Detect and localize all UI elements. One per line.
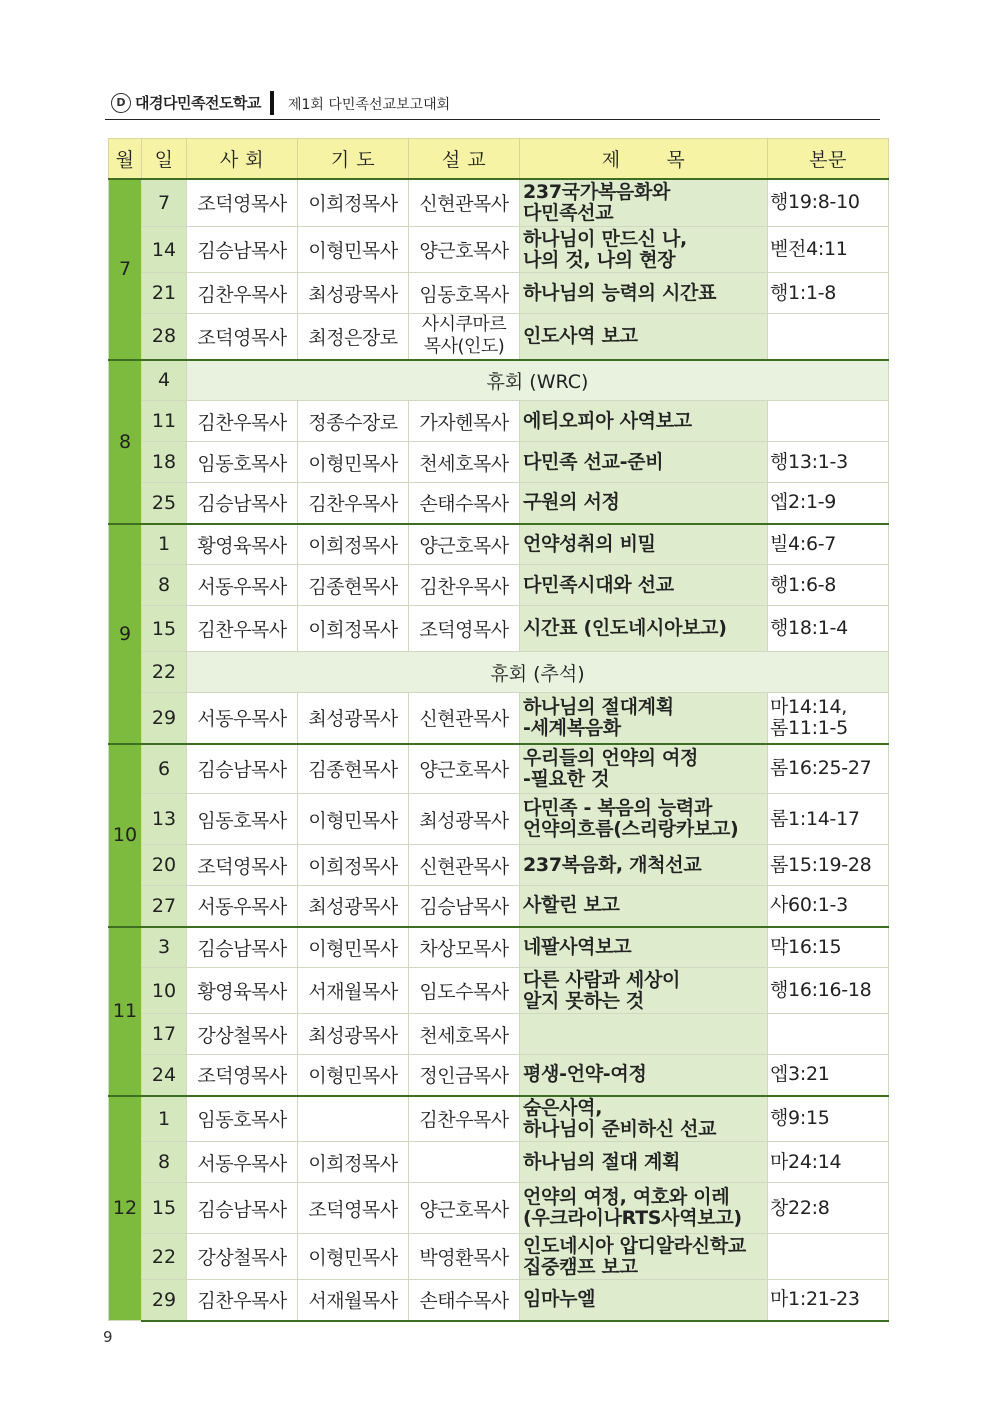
host-cell: 김승남목사 [187, 927, 298, 968]
host-cell: 황영육목사 [187, 968, 298, 1014]
preacher-cell: 김찬우목사 [409, 565, 520, 606]
day-cell: 15 [142, 1183, 187, 1234]
host-cell: 조덕영목사 [187, 179, 298, 227]
scripture-cell [768, 1014, 889, 1055]
table-row [109, 483, 889, 524]
host-cell: 조덕영목사 [187, 845, 298, 886]
sermon-title-cell [520, 1055, 768, 1096]
prayer-cell: 최성광목사 [298, 886, 409, 927]
preacher-cell: 손태수목사 [409, 483, 520, 524]
sermon-title-cell [520, 927, 768, 968]
day-cell: 22 [142, 652, 187, 693]
sermon-title-cell [520, 1280, 768, 1321]
text-line: 하나님의 절대계획 [523, 695, 674, 718]
holiday-cell: 휴회 (추석) [187, 652, 889, 693]
prayer-cell: 최성광목사 [298, 273, 409, 314]
day-cell: 1 [142, 524, 187, 565]
table-row [109, 1142, 889, 1183]
host-cell: 김승남목사 [187, 1183, 298, 1234]
sermon-title-cell [520, 744, 768, 794]
text-line: 네팔사역보고 [523, 935, 632, 958]
host-cell: 김찬우목사 [187, 401, 298, 442]
text-line: 다민족 - 복음의 능력과 [523, 797, 713, 819]
prayer-cell: 조덕영목사 [298, 1183, 409, 1234]
host-cell: 강상철목사 [187, 1234, 298, 1280]
sermon-title-cell [520, 886, 768, 927]
prayer-cell: 이희정목사 [298, 845, 409, 886]
text-line: 사60:1-3 [770, 894, 848, 917]
preacher-cell: 양근호목사 [409, 524, 520, 565]
preacher-cell: 김승남목사 [409, 886, 520, 927]
table-row [109, 314, 889, 360]
text-line: 나의 것, 나의 현장 [523, 248, 676, 271]
preacher-cell: 최성광목사 [409, 794, 520, 845]
prayer-cell: 서재월목사 [298, 1280, 409, 1321]
preacher-cell: 양근호목사 [409, 1183, 520, 1234]
table-row [109, 360, 889, 401]
table-row [109, 606, 889, 652]
day-cell: 3 [142, 927, 187, 968]
scripture-cell [768, 744, 889, 794]
month-cell: 12 [109, 1096, 142, 1321]
scripture-cell [768, 693, 889, 744]
preacher-cell: 양근호목사 [409, 227, 520, 273]
text-line: 행9:15 [770, 1107, 830, 1130]
preacher-cell: 사시쿠마르 목사(인도) [409, 314, 520, 360]
sermon-title-cell [520, 794, 768, 845]
text-line: 언약성취의 비밀 [523, 532, 656, 555]
table-row [109, 886, 889, 927]
sermon-title-cell [520, 845, 768, 886]
text-line: -세계복음화 [523, 716, 621, 739]
month-cell: 9 [109, 524, 142, 744]
host-cell: 김승남목사 [187, 744, 298, 794]
sermon-title-cell [520, 693, 768, 744]
preacher-cell [409, 1142, 520, 1183]
text-line: 마24:14 [770, 1150, 842, 1173]
prayer-cell: 최성광목사 [298, 1014, 409, 1055]
day-cell: 11 [142, 401, 187, 442]
month-cell: 10 [109, 744, 142, 927]
text-line: 하나님이 만드신 나, [523, 227, 687, 250]
preacher-cell: 정인금목사 [409, 1055, 520, 1096]
text-line: 마14:14, [770, 695, 848, 718]
sermon-title-cell [520, 401, 768, 442]
sermon-title-cell [520, 314, 768, 360]
prayer-cell: 이희정목사 [298, 524, 409, 565]
day-cell: 24 [142, 1055, 187, 1096]
logo-icon: D [111, 93, 131, 113]
text-line: 롬16:25-27 [770, 757, 872, 780]
event-title: 제1회 다민족선교보고대회 [288, 97, 451, 113]
scripture-cell [768, 1234, 889, 1280]
table-row [109, 1234, 889, 1280]
day-cell: 1 [142, 1096, 187, 1142]
scripture-cell [768, 1142, 889, 1183]
table-row [109, 1183, 889, 1234]
prayer-cell: 김찬우목사 [298, 483, 409, 524]
preacher-cell: 임도수목사 [409, 968, 520, 1014]
prayer-cell: 이희정목사 [298, 179, 409, 227]
scripture-cell [768, 968, 889, 1014]
scripture-cell [768, 483, 889, 524]
header-rule [105, 119, 880, 120]
scripture-cell [768, 273, 889, 314]
sermon-title-cell [520, 1234, 768, 1280]
host-cell: 서동우목사 [187, 1142, 298, 1183]
school-logo [111, 92, 261, 113]
day-cell: 27 [142, 886, 187, 927]
day-cell: 22 [142, 1234, 187, 1280]
host-cell: 김찬우목사 [187, 1280, 298, 1321]
table-row [109, 565, 889, 606]
scripture-cell [768, 565, 889, 606]
preacher-cell: 박영환목사 [409, 1234, 520, 1280]
table-row [109, 693, 889, 744]
day-cell: 14 [142, 227, 187, 273]
day-cell: 8 [142, 1142, 187, 1183]
col-header-scripture: 본문 [768, 139, 889, 179]
table-row [109, 845, 889, 886]
text-line: 237국가복음화와 [523, 180, 671, 203]
col-header-title: 제 목 [520, 139, 768, 179]
sermon-title-cell [520, 227, 768, 273]
sermon-title-cell [520, 1183, 768, 1234]
scripture-cell [768, 1055, 889, 1096]
day-cell: 17 [142, 1014, 187, 1055]
text-line: 집중캠프 보고 [523, 1255, 638, 1278]
host-cell: 김승남목사 [187, 227, 298, 273]
sermon-title-cell [520, 179, 768, 227]
host-cell: 조덕영목사 [187, 314, 298, 360]
text-line: 인도사역 보고 [523, 324, 638, 347]
prayer-cell: 이형민목사 [298, 927, 409, 968]
prayer-cell: 김종현목사 [298, 565, 409, 606]
school-name: 대경다민족전도학교 [135, 94, 261, 112]
text-line: 평생-언약-여정 [523, 1063, 647, 1086]
col-header-prayer: 기 도 [298, 139, 409, 179]
prayer-cell: 이형민목사 [298, 227, 409, 273]
scripture-cell [768, 179, 889, 227]
text-line: 하나님의 절대 계획 [523, 1150, 681, 1173]
day-cell: 25 [142, 483, 187, 524]
text-line: 언약의흐름(스리랑카보고) [523, 818, 739, 840]
host-cell: 김승남목사 [187, 483, 298, 524]
text-line: 알지 못하는 것 [523, 989, 644, 1012]
header-divider [270, 91, 274, 115]
day-cell: 8 [142, 565, 187, 606]
text-line: 행1:6-8 [770, 573, 837, 596]
text-line: 인도네시아 압디알라신학교 [523, 1234, 746, 1257]
col-header-host: 사 회 [187, 139, 298, 179]
preacher-cell: 조덕영목사 [409, 606, 520, 652]
prayer-cell: 최정은장로 [298, 314, 409, 360]
scripture-cell [768, 606, 889, 652]
host-cell: 임동호목사 [187, 794, 298, 845]
holiday-cell: 휴회 (WRC) [187, 360, 889, 401]
sermon-title-cell [520, 524, 768, 565]
text-line: 다른 사람과 세상이 [523, 968, 681, 991]
table-row [109, 927, 889, 968]
preacher-cell: 신현관목사 [409, 693, 520, 744]
scripture-cell [768, 227, 889, 273]
sermon-title-cell [520, 1142, 768, 1183]
host-cell: 서동우목사 [187, 693, 298, 744]
day-cell: 13 [142, 794, 187, 845]
table-row [109, 968, 889, 1014]
text-line: 우리들의 언약의 여정 [523, 746, 699, 769]
scripture-cell [768, 1183, 889, 1234]
text-line: -필요한 것 [523, 767, 610, 790]
text-line: 하나님의 능력의 시간표 [523, 281, 717, 304]
sermon-title-cell [520, 565, 768, 606]
sermon-title-cell [520, 483, 768, 524]
page-number: 9 [103, 1328, 113, 1346]
day-cell: 29 [142, 693, 187, 744]
table-row [109, 273, 889, 314]
day-cell: 10 [142, 968, 187, 1014]
table-header-row [109, 139, 889, 179]
sermon-title-cell [520, 968, 768, 1014]
prayer-cell: 김종현목사 [298, 744, 409, 794]
preacher-cell: 차상모목사 [409, 927, 520, 968]
text-line: 다민족선교 [523, 201, 614, 224]
table-row [109, 1096, 889, 1142]
preacher-cell: 양근호목사 [409, 744, 520, 794]
schedule-body [109, 179, 889, 1321]
sermon-title-cell [520, 1014, 768, 1055]
scripture-cell [768, 794, 889, 845]
text-line: 창22:8 [770, 1196, 830, 1219]
prayer-cell: 이형민목사 [298, 1055, 409, 1096]
scripture-cell [768, 524, 889, 565]
col-header-preacher: 설 교 [409, 139, 520, 179]
text-line: 엡3:21 [770, 1063, 830, 1086]
table-row [109, 227, 889, 273]
day-cell: 15 [142, 606, 187, 652]
text-line: 마1:21-23 [770, 1288, 860, 1311]
host-cell: 서동우목사 [187, 886, 298, 927]
prayer-cell: 정종수장로 [298, 401, 409, 442]
table-row [109, 524, 889, 565]
page-header [105, 88, 880, 120]
preacher-cell: 신현관목사 [409, 179, 520, 227]
host-cell: 황영육목사 [187, 524, 298, 565]
preacher-cell: 천세호목사 [409, 442, 520, 483]
scripture-cell [768, 845, 889, 886]
scripture-cell [768, 401, 889, 442]
text-line: 빌4:6-7 [770, 532, 837, 555]
text-line: 숨은사역, [523, 1096, 603, 1119]
text-line: 롬1:14-17 [770, 807, 860, 830]
scripture-cell [768, 1280, 889, 1321]
sermon-title-cell [520, 442, 768, 483]
table-row [109, 179, 889, 227]
text-line: 행16:16-18 [770, 979, 872, 1001]
month-cell: 7 [109, 179, 142, 360]
text-line: 하나님이 준비하신 선교 [523, 1117, 717, 1140]
scripture-cell [768, 1096, 889, 1142]
col-header-day: 일 [142, 139, 187, 179]
text-line: 다민족시대와 선교 [523, 573, 674, 596]
table-row [109, 401, 889, 442]
day-cell: 7 [142, 179, 187, 227]
text-line: 언약의 여정, 여호와 이레 [523, 1186, 730, 1208]
sermon-title-cell [520, 273, 768, 314]
preacher-cell: 가자헨목사 [409, 401, 520, 442]
text-line: 벧전4:11 [770, 238, 848, 260]
prayer-cell: 이희정목사 [298, 1142, 409, 1183]
preacher-cell: 김찬우목사 [409, 1096, 520, 1142]
month-cell: 8 [109, 360, 142, 524]
prayer-cell: 이형민목사 [298, 794, 409, 845]
day-cell: 6 [142, 744, 187, 794]
prayer-cell: 서재월목사 [298, 968, 409, 1014]
day-cell: 29 [142, 1280, 187, 1321]
host-cell: 김찬우목사 [187, 606, 298, 652]
host-cell: 임동호목사 [187, 1096, 298, 1142]
table-row [109, 1014, 889, 1055]
day-cell: 4 [142, 360, 187, 401]
prayer-cell: 최성광목사 [298, 693, 409, 744]
scripture-cell [768, 442, 889, 483]
text-line: 구원의 서정 [523, 491, 620, 514]
host-cell: 서동우목사 [187, 565, 298, 606]
text-line: 시간표 (인도네시아보고) [523, 617, 727, 639]
preacher-cell: 손태수목사 [409, 1280, 520, 1321]
text-line: 롬15:19-28 [770, 853, 872, 876]
table-row [109, 1280, 889, 1321]
col-header-month: 월 [109, 139, 142, 179]
text-line: 행19:8-10 [770, 191, 860, 214]
prayer-cell [298, 1096, 409, 1142]
preacher-cell: 천세호목사 [409, 1014, 520, 1055]
host-cell: 임동호목사 [187, 442, 298, 483]
day-cell: 21 [142, 273, 187, 314]
table-row [109, 442, 889, 483]
day-cell: 28 [142, 314, 187, 360]
text-line: 행1:1-8 [770, 281, 837, 304]
host-cell: 강상철목사 [187, 1014, 298, 1055]
table-row [109, 652, 889, 693]
text-line: 사할린 보고 [523, 894, 620, 917]
host-cell: 조덕영목사 [187, 1055, 298, 1096]
table-row [109, 794, 889, 845]
host-cell: 김찬우목사 [187, 273, 298, 314]
scripture-cell [768, 886, 889, 927]
text-line: 행18:1-4 [770, 617, 848, 639]
text-line: 롬11:1-5 [770, 716, 848, 739]
text-line: 임마누엘 [523, 1288, 596, 1311]
scripture-cell [768, 927, 889, 968]
prayer-cell: 이희정목사 [298, 606, 409, 652]
table-row [109, 744, 889, 794]
month-cell: 11 [109, 927, 142, 1096]
sermon-title-cell [520, 606, 768, 652]
scripture-cell [768, 314, 889, 360]
day-cell: 20 [142, 845, 187, 886]
prayer-cell: 이형민목사 [298, 442, 409, 483]
table-row [109, 1055, 889, 1096]
text-line: (우크라이나RTS사역보고) [523, 1207, 742, 1229]
text-line: 다민족 선교-준비 [523, 450, 664, 473]
text-line: 엡2:1-9 [770, 491, 837, 514]
text-line: 행13:1-3 [770, 450, 848, 473]
text-line: 237복음화, 개척선교 [523, 853, 702, 876]
text-line: 막16:15 [770, 935, 842, 958]
text-line: 에티오피아 사역보고 [523, 409, 692, 432]
preacher-cell: 임동호목사 [409, 273, 520, 314]
prayer-cell: 이형민목사 [298, 1234, 409, 1280]
day-cell: 18 [142, 442, 187, 483]
sermon-title-cell [520, 1096, 768, 1142]
schedule-table [108, 138, 889, 1322]
preacher-cell: 신현관목사 [409, 845, 520, 886]
